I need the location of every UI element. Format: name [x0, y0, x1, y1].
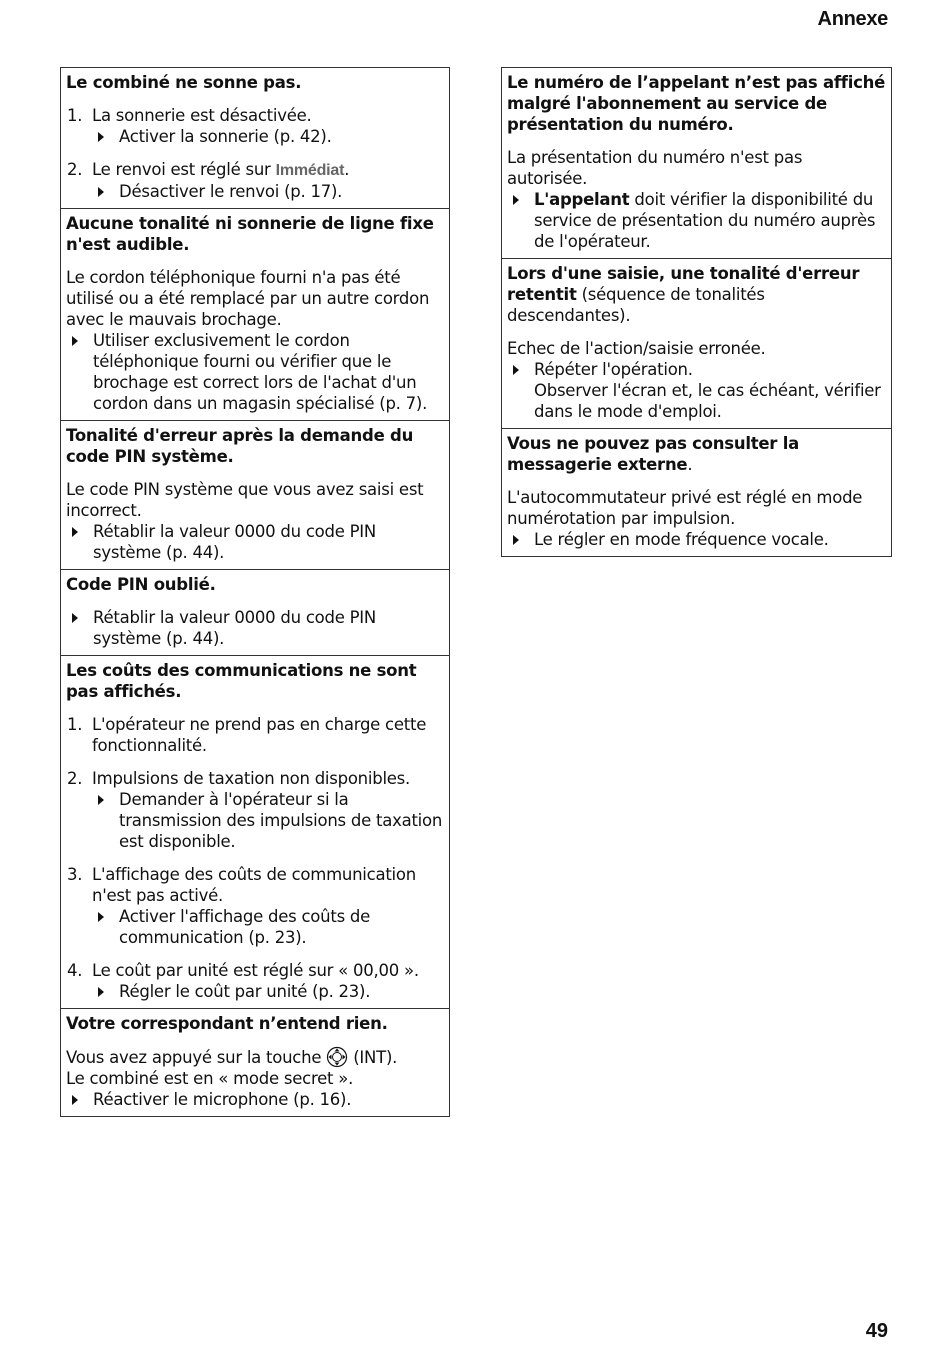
action-step: Réactiver le microphone (p. 16).: [66, 1089, 445, 1110]
arrow-icon: [72, 1095, 78, 1105]
section-title: Votre correspondant n’entend rien.: [66, 1014, 388, 1033]
cause-text: Le combiné est en « mode secret ».: [66, 1069, 354, 1088]
action-step: Rétablir la valeur 0000 du code PIN système (p. 44).: [66, 521, 445, 563]
left-column: [60, 67, 450, 1117]
arrow-icon: [98, 132, 104, 142]
arrow-icon: [98, 187, 104, 197]
arrow-icon: [513, 195, 519, 205]
action-step: Le régler en mode fréquence vocale.: [507, 529, 887, 550]
action-step: Demander à l'opérateur si la transmission des impulsions de taxation est disponible.: [92, 789, 445, 852]
section-title: Les coûts des communications ne sont pas affichés.: [66, 661, 417, 701]
action-step: Rétablir la valeur 0000 du code PIN système (p. 44).: [66, 607, 445, 649]
section-title: Aucune tonalité ni sonnerie de ligne fixe n'est audible.: [66, 214, 434, 254]
action-step: Régler le coût par unité (p. 23).: [92, 981, 445, 1002]
cause-text: Le cordon téléphonique fourni n'a pas été utilisé ou a été remplacé par un autre cordon avec le mauvais brochage.: [66, 268, 430, 329]
section-title: Le numéro de l’appelant n’est pas affiché malgré l'abonnement au service de présentation du numéro.: [507, 73, 886, 134]
list-item: 4. Le coût par unité est réglé sur « 00,00 ».: [67, 961, 419, 980]
page-number: 49: [865, 1320, 888, 1342]
cause-text: Echec de l'action/saisie erronée.: [507, 339, 766, 358]
section-title: Lors d'une saisie, une tonalité d'erreur retentit (séquence de tonalités descendantes).: [507, 264, 860, 325]
section-handset-no-ring: [61, 68, 449, 209]
section-call-costs: [61, 656, 449, 1009]
action-step: Activer l'affichage des coûts de communication (p. 23).: [92, 906, 445, 948]
section-title: Tonalité d'erreur après la demande du code PIN système.: [66, 426, 414, 466]
cause-text: Le code PIN système que vous avez saisi est incorrect.: [66, 480, 424, 520]
arrow-icon: [98, 795, 104, 805]
right-column: [501, 67, 892, 557]
section-title: Le combiné ne sonne pas.: [66, 73, 302, 92]
section-pin-error-tone: [61, 421, 449, 570]
action-step: Désactiver le renvoi (p. 17).: [92, 181, 445, 202]
page-header: Annexe: [817, 8, 888, 30]
list-item: 1. L'opérateur ne prend pas en charge cette fonctionnalité.: [67, 715, 427, 755]
list-item: 2. Le renvoi est réglé sur Immédiat.: [67, 160, 350, 179]
cause-text: La présentation du numéro n'est pas autorisée.: [507, 148, 803, 188]
section-caller-id: [502, 68, 891, 259]
action-note: Observer l'écran et, le cas échéant, vérifier dans le mode d'emploi.: [534, 381, 881, 421]
section-no-dial-tone: [61, 209, 449, 421]
cause-text: Vous avez appuyé sur la touche (INT).: [66, 1048, 398, 1067]
arrow-icon: [72, 527, 78, 537]
action-step: Activer la sonnerie (p. 42).: [92, 126, 445, 147]
arrow-icon: [513, 535, 519, 545]
action-step: Utiliser exclusivement le cordon téléphonique fourni ou vérifier que le brochage est correct lors de l'achat d'un cordon dans un magasin spécialisé (p. 7).: [66, 330, 445, 414]
arrow-icon: [513, 365, 519, 375]
arrow-icon: [72, 336, 78, 346]
menu-keyword: Immédiat: [275, 162, 345, 179]
section-input-error-tone: [502, 259, 891, 429]
arrow-icon: [98, 987, 104, 997]
list-item: 2. Impulsions de taxation non disponibles.: [67, 769, 411, 788]
section-voicemail: [502, 429, 891, 557]
cause-text: L'autocommutateur privé est réglé en mode numérotation par impulsion.: [507, 488, 863, 528]
action-step: Répéter l'opération.: [507, 359, 887, 380]
list-item: 1. La sonnerie est désactivée.: [67, 106, 312, 125]
action-step: L'appelant doit vérifier la disponibilité du service de présentation du numéro auprès de l'opérateur.: [507, 189, 887, 252]
section-title: Vous ne pouvez pas consulter la messagerie externe.: [507, 434, 799, 474]
section-pin-forgotten: [61, 570, 449, 656]
section-mute: [61, 1009, 449, 1117]
section-title: Code PIN oublié.: [66, 575, 216, 594]
arrow-icon: [98, 912, 104, 922]
list-item: 3. L'affichage des coûts de communication n'est pas activé.: [67, 865, 416, 905]
arrow-icon: [72, 613, 78, 623]
nav-key-icon: [326, 1046, 348, 1068]
